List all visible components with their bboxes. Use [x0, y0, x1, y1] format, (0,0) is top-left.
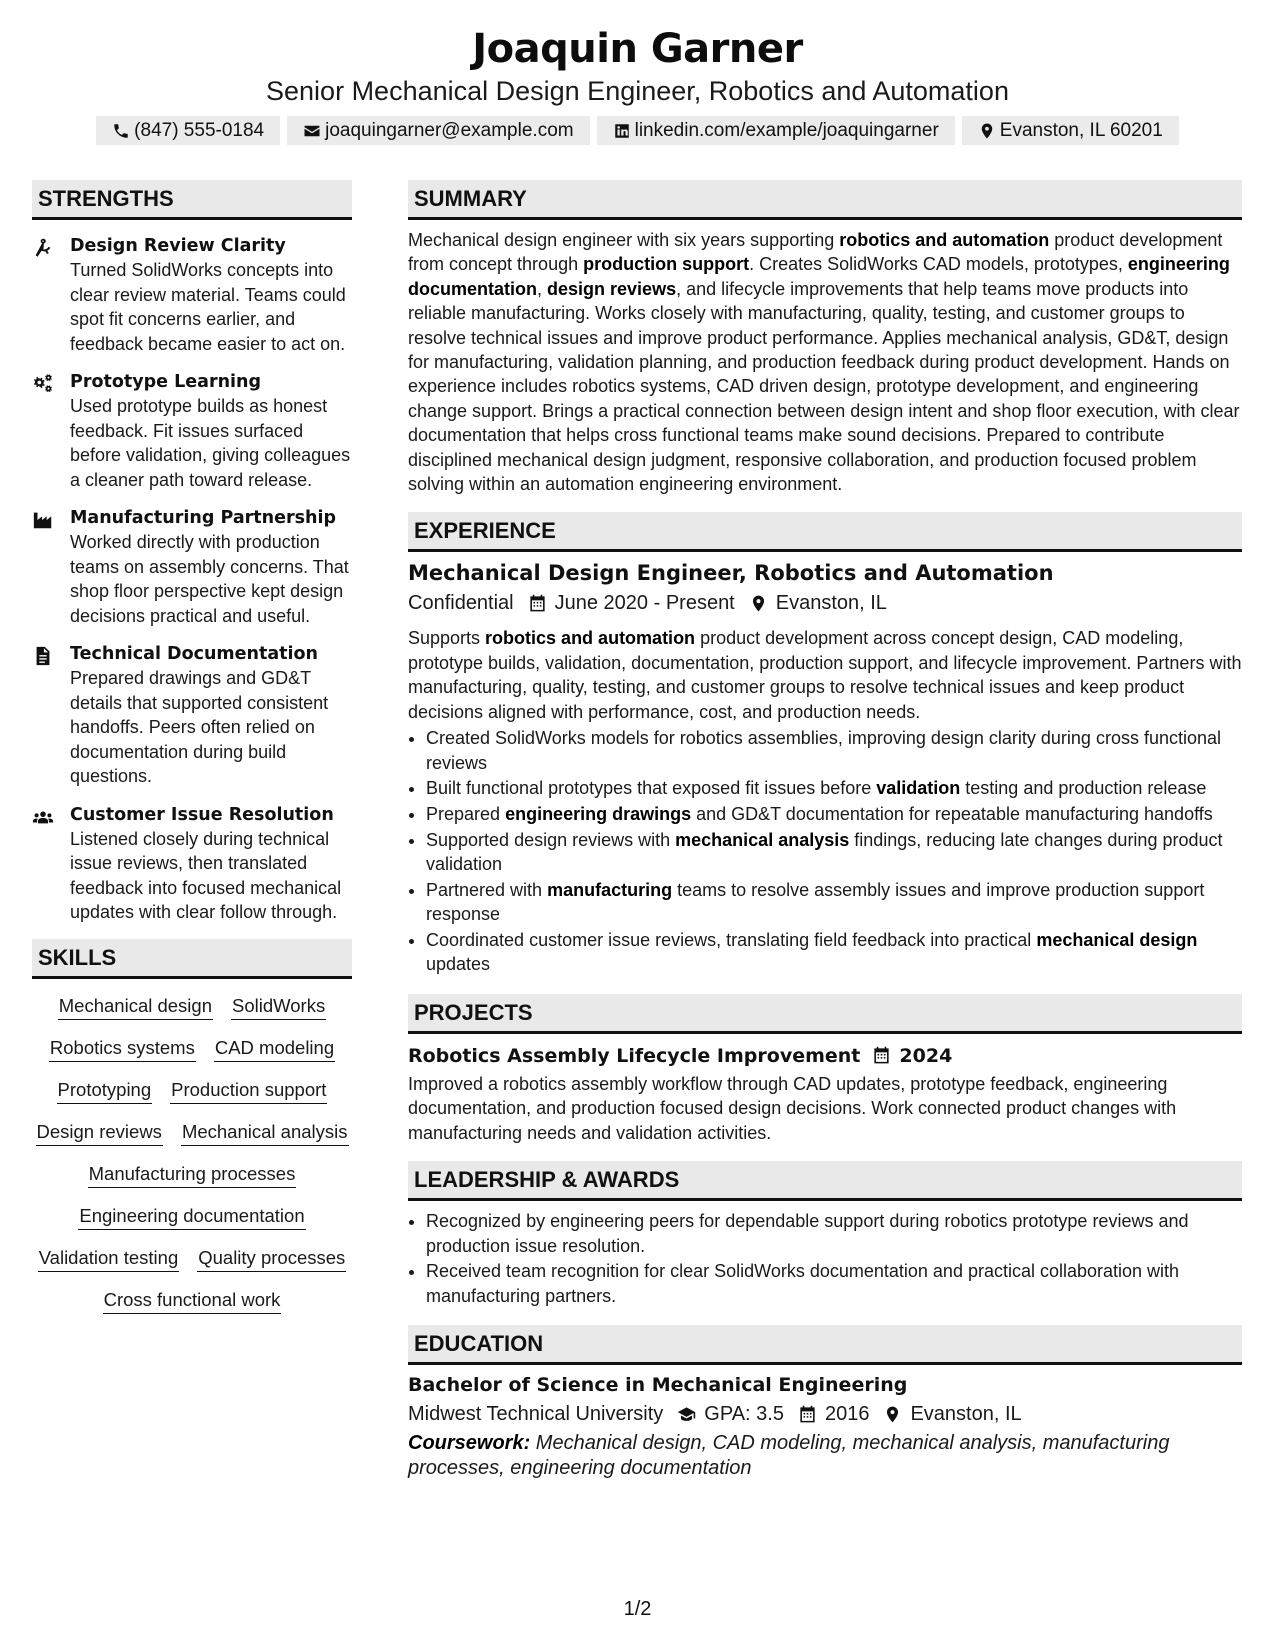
list-item: [426, 802, 1242, 826]
contact-linkedin[interactable]: [597, 116, 955, 145]
school-location: Evanston, IL: [910, 1403, 1022, 1426]
strength-item: [32, 370, 352, 492]
page-number: 1/2: [623, 1598, 652, 1620]
location-pin-icon: [883, 1405, 902, 1424]
calendar-icon: [528, 594, 547, 613]
text-run: product development across concept design, CAD modeling, prototype builds, validation, documentation, production support, and lifecycle improvement. Partners with manufacturing, quality, testing, and customer groups to resolve technical issues and keep product decisions aligned with performance, cost, and production needs.: [408, 628, 1242, 722]
industry-icon: [32, 509, 54, 531]
coursework-label: Coursework:: [408, 1432, 531, 1455]
list-item: • Recognized by engineering peers for dependable support during robotics prototype reviews and production issue resolution.: [426, 1209, 1242, 1258]
contact-bar: [0, 116, 1275, 145]
school-name: Midwest Technical University: [408, 1403, 664, 1426]
skill-tag: Prototyping: [57, 1077, 153, 1104]
strength-description: Prepared drawings and GD&T details that supported consistent handoffs. Peers often relied on documentation during build questions.: [70, 668, 329, 786]
phone-icon: [112, 122, 130, 140]
document-icon: [32, 645, 54, 667]
skills-list: [32, 993, 352, 1314]
linkedin-icon: [613, 122, 631, 140]
bold-keyword: mechanical analysis: [675, 829, 850, 850]
job-company: Confidential: [408, 592, 514, 615]
calendar-icon: [872, 1046, 891, 1065]
job-location: Evanston, IL: [775, 592, 887, 615]
summary-text: [408, 228, 1242, 496]
bold-keyword: design reviews: [547, 278, 677, 299]
strength-description: Used prototype builds as honest feedback. Fit issues surfaced before validation, giving colleagues a cleaner path toward release.: [70, 396, 351, 490]
text-run: , and lifecycle improvements that help teams move products into reliable manufacturing. Works closely with manufacturing, quality, testing, and customer groups to resolve technical issues and improve product performance. Applies mechanical analysis, GD&T, design for manufacturing, validation planning, and production feedback during product development. Hands on experience includes robotics systems, CAD driven design, prototype development, and engineering change support. Brings a practical connection between design intent and shop floor execution, with clear documentation that helps cross functional teams make sound decisions. Prepared to contribute disciplined mechanical design judgment, responsive collaboration, and production focused problem solving within an automation engineering environment.: [408, 278, 1240, 495]
text-run: findings, reducing late changes during product validation: [426, 829, 1223, 875]
summary-heading: SUMMARY: [408, 180, 1242, 220]
job-meta: [408, 588, 1242, 618]
location-pin-icon: [978, 122, 996, 140]
gears-icon: [32, 373, 54, 395]
skill-tag: SolidWorks: [231, 993, 326, 1020]
text-run: Supports: [408, 628, 486, 649]
job-bullets: [408, 726, 1242, 977]
users-icon: [32, 806, 54, 828]
contact-location: [962, 116, 1179, 145]
skill-tag: Mechanical analysis: [181, 1119, 349, 1146]
bold-keyword: engineering documentation: [408, 254, 1230, 299]
skill-tag: Cross functional work: [103, 1287, 282, 1314]
text-run: Prepared: [426, 803, 506, 824]
strength-title: Technical Documentation: [70, 644, 319, 664]
bold-keyword: manufacturing: [547, 879, 673, 900]
candidate-name: Joaquin Garner: [472, 26, 803, 72]
calendar-icon: [798, 1405, 817, 1424]
contact-email[interactable]: [287, 116, 589, 145]
graduation-year: 2016: [824, 1403, 870, 1426]
skill-tag: Robotics systems: [49, 1035, 196, 1062]
graduation-cap-icon: [677, 1405, 696, 1424]
project-title: Robotics Assembly Lifecycle Improvement: [408, 1044, 861, 1067]
left-column: [32, 180, 352, 1314]
text-run: Built functional prototypes that exposed fit issues before: [426, 778, 877, 799]
gpa: GPA: 3.5: [704, 1403, 784, 1426]
leadership-heading: LEADERSHIP & AWARDS: [408, 1161, 1242, 1201]
job-title: Mechanical Design Engineer, Robotics and Automation: [408, 561, 1054, 586]
education-heading: EDUCATION: [408, 1325, 1242, 1365]
skill-tag: Quality processes: [197, 1245, 346, 1272]
strength-title: Manufacturing Partnership: [70, 508, 336, 528]
degree: Bachelor of Science in Mechanical Engineering: [408, 1374, 908, 1397]
job-description: [408, 626, 1242, 724]
contact-phone-text: (847) 555-0184: [134, 120, 265, 141]
contact-linkedin-text[interactable]: linkedin.com/example/joaquingarner: [634, 120, 939, 141]
list-item: • Received team recognition for clear SolidWorks documentation and practical collaboration with manufacturing partners.: [426, 1259, 1242, 1308]
text-run: Supported design reviews with: [426, 829, 676, 850]
list-item: [426, 928, 1242, 977]
text-run: . Creates SolidWorks CAD models, prototypes,: [749, 254, 1128, 275]
strength-item: [32, 803, 352, 925]
projects-heading: PROJECTS: [408, 994, 1242, 1034]
right-column: [408, 180, 1242, 1481]
strength-title: Prototype Learning: [70, 372, 262, 392]
strength-description: Worked directly with production teams on assembly concerns. That shop floor perspective kept design decisions practical and useful.: [70, 532, 349, 626]
text-run: updates: [426, 954, 491, 975]
strength-item: [32, 506, 352, 628]
list-item: [426, 828, 1242, 877]
text-run: Coordinated customer issue reviews, translating field feedback into practical: [426, 929, 1037, 950]
project-description: Improved a robotics assembly workflow through CAD updates, prototype feedback, engineering documentation, and production focused design decisions. Work connected product changes with manufacturing needs and validation activities.: [408, 1073, 1177, 1143]
skill-tag: Validation testing: [38, 1245, 180, 1272]
bold-keyword: robotics and automation: [839, 230, 1050, 250]
text-run: Created SolidWorks models for robotics assemblies, improving design clarity during cross functional reviews: [426, 728, 1222, 773]
strength-description: Listened closely during technical issue reviews, then translated feedback into focused mechanical updates with clear follow through.: [70, 828, 342, 922]
coursework: [408, 1431, 1242, 1481]
list-item: [426, 776, 1242, 800]
skill-tag: Manufacturing processes: [88, 1161, 297, 1188]
strength-title: Customer Issue Resolution: [70, 804, 334, 825]
strengths-heading: STRENGTHS: [32, 180, 352, 220]
text-run: testing and production release: [960, 778, 1207, 799]
bold-keyword: validation: [876, 778, 961, 799]
text-run: teams to resolve assembly issues and improve production support response: [426, 879, 1205, 925]
project-title-row: [408, 1042, 1242, 1070]
text-run: and GD&T documentation for repeatable manufacturing handoffs: [691, 803, 1213, 824]
list-item: [426, 726, 1242, 775]
job-dates: June 2020 - Present: [554, 592, 735, 615]
skill-tag: Mechanical design: [58, 993, 213, 1020]
coursework-text: Mechanical design, CAD modeling, mechanical analysis, manufacturing processes, engineering documentation: [408, 1432, 1170, 1480]
strength-title: Design Review Clarity: [70, 236, 286, 256]
leadership-bullets: [408, 1209, 1242, 1308]
skill-tag: Design reviews: [36, 1119, 163, 1146]
education-meta: [408, 1399, 1242, 1429]
skill-tag: Production support: [170, 1077, 327, 1104]
resume-header: [0, 24, 1275, 145]
experience-heading: EXPERIENCE: [408, 512, 1242, 552]
skill-tag: CAD modeling: [214, 1035, 335, 1062]
bold-keyword: robotics and automation: [485, 628, 696, 649]
contact-phone: [96, 116, 280, 145]
skills-heading: SKILLS: [32, 939, 352, 979]
contact-location-text: Evanston, IL 60201: [999, 120, 1163, 141]
candidate-title: Senior Mechanical Design Engineer, Robotics and Automation: [266, 76, 1009, 106]
text-run: product development from concept through: [408, 230, 1223, 275]
bold-keyword: engineering drawings: [505, 803, 692, 824]
text-run: Mechanical design engineer with six years supporting: [408, 230, 840, 250]
text-run: ,: [537, 278, 548, 299]
strength-item: [32, 642, 352, 789]
strength-item: [32, 234, 352, 356]
bold-keyword: production support: [583, 254, 750, 275]
strength-description: Turned SolidWorks concepts into clear review material. Teams could spot fit concerns earlier, and feedback became easier to act on.: [70, 260, 346, 354]
project-year: 2024: [899, 1044, 953, 1067]
contact-email-text[interactable]: joaquingarner@example.com: [325, 120, 574, 141]
envelope-icon: [303, 122, 321, 140]
list-item: [426, 878, 1242, 927]
strengths-list: [32, 234, 352, 925]
drafting-compass-icon: [32, 237, 54, 259]
text-run: Partnered with: [426, 879, 548, 900]
location-pin-icon: [749, 594, 768, 613]
skill-tag: Engineering documentation: [78, 1203, 305, 1230]
bold-keyword: mechanical design: [1036, 929, 1198, 950]
